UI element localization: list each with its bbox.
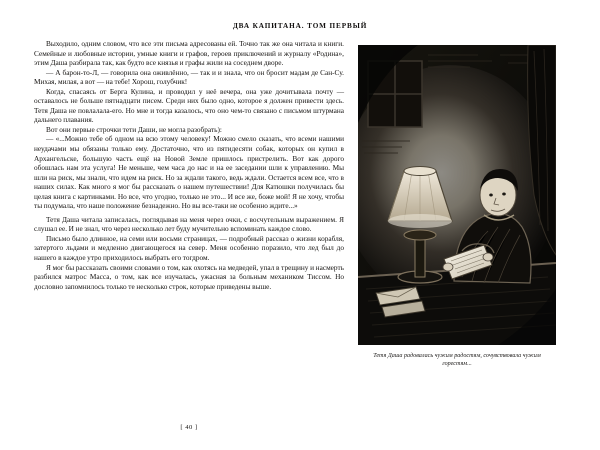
paragraph: Письмо было длинное, на семи или восьми страницах, — подробный рассказ о жизни корабля, затертого льдами и медленно двигающегося на север. Меня особенно поразило, что лед был до нашего в каждое утро приходилось выбрать его тогдром. xyxy=(34,233,344,263)
running-head: ДВА КАПИТАНА. ТОМ ПЕРВЫЙ xyxy=(232,22,368,30)
page-columns xyxy=(34,39,566,368)
page-content xyxy=(34,22,566,428)
paragraph: Вот они первые строчки тети Даши, не могла разобрать): xyxy=(46,124,222,134)
tetya-dasha-reading-lamp-illustration xyxy=(358,45,556,345)
illustration-caption: Тетя Даша радовалась чужим радостям, сочувствовала чужим горестям... xyxy=(373,353,541,368)
illustration-column xyxy=(358,39,556,368)
paragraph: Тетя Даша читала записалась, поглядывая на меня через очки, с восчутельным выражением. Я слушал ее. И не знал, что через несколько лет буду мучительно вспоминать каждое слово. xyxy=(34,214,344,234)
text-column xyxy=(34,39,344,291)
page-number: [ 40 ] xyxy=(180,424,198,431)
paragraph: Когда, спасаясь от Берга Кулина, и проводил у неё вечера, она уже дочитывала почту — оставалось не больше пятнадцати писем. Среди них было одно, которое я должен привести здесь. Тетя Даша не повлалала-его. Но мне и тогда казалось, что оно чем-то связано с письмом штурмана дальнего плавания. xyxy=(34,86,344,125)
paragraph: Я мог бы рассказать своими словами о том, как охотясь на медведей, упал в трещину и насмерть разбился матрос Масса, о том, как все изучалась, ужасная за больным механиком Тиссом. Но дословно запомнилось только те несколько строк, которые приведены выше. xyxy=(34,262,344,291)
paragraph: Выходило, одним словом, что все эти письма адресованы ей. Точно так же она читала и книги. Семейные и любовные истории, умные книги и графов, героев приключений и журналу «Родина», этим Даша разбирала так, как будто все князья и графы жили на соседнем дворе. xyxy=(34,39,344,68)
paragraph: — «...Можно тебе об одном на всю этому человеку! Можно смело сказать, что всеми нашими неудачами мы обязаны только ему. Достаточно, что из пятидесяти собак, которых он купил в Архангельске, большую часть ещё на Новой Земле пришлось пристрелить. Вот как дорого обошлась нам эта услуга! Не меньше, чем часа до нас и на ее заседании шли к управлению. Мы шли на риск, мы знали, что идем на риск. Но за ждали такого, ведь ждали. Остается всем все, что в наших силах. Как много я мог бы рассказать о нашем путешествии! Для Катюшки получилась бы целая книга с картинками. Но все, что угодно, только не это... И все же, боже мой! Я не хочу, чтобы ты подумала, что наше положение безнадежно. Но вы все-таки не особенно ждите...» xyxy=(34,134,344,211)
folio-wrap xyxy=(34,416,344,434)
paragraph: — А барон-то-Л, — говорила она оживлённо, — так и и знала, что он бросит мадам де Сан-Су. Михая, милая, а вот — на тебе! Хорош, голубчик! xyxy=(34,67,344,87)
